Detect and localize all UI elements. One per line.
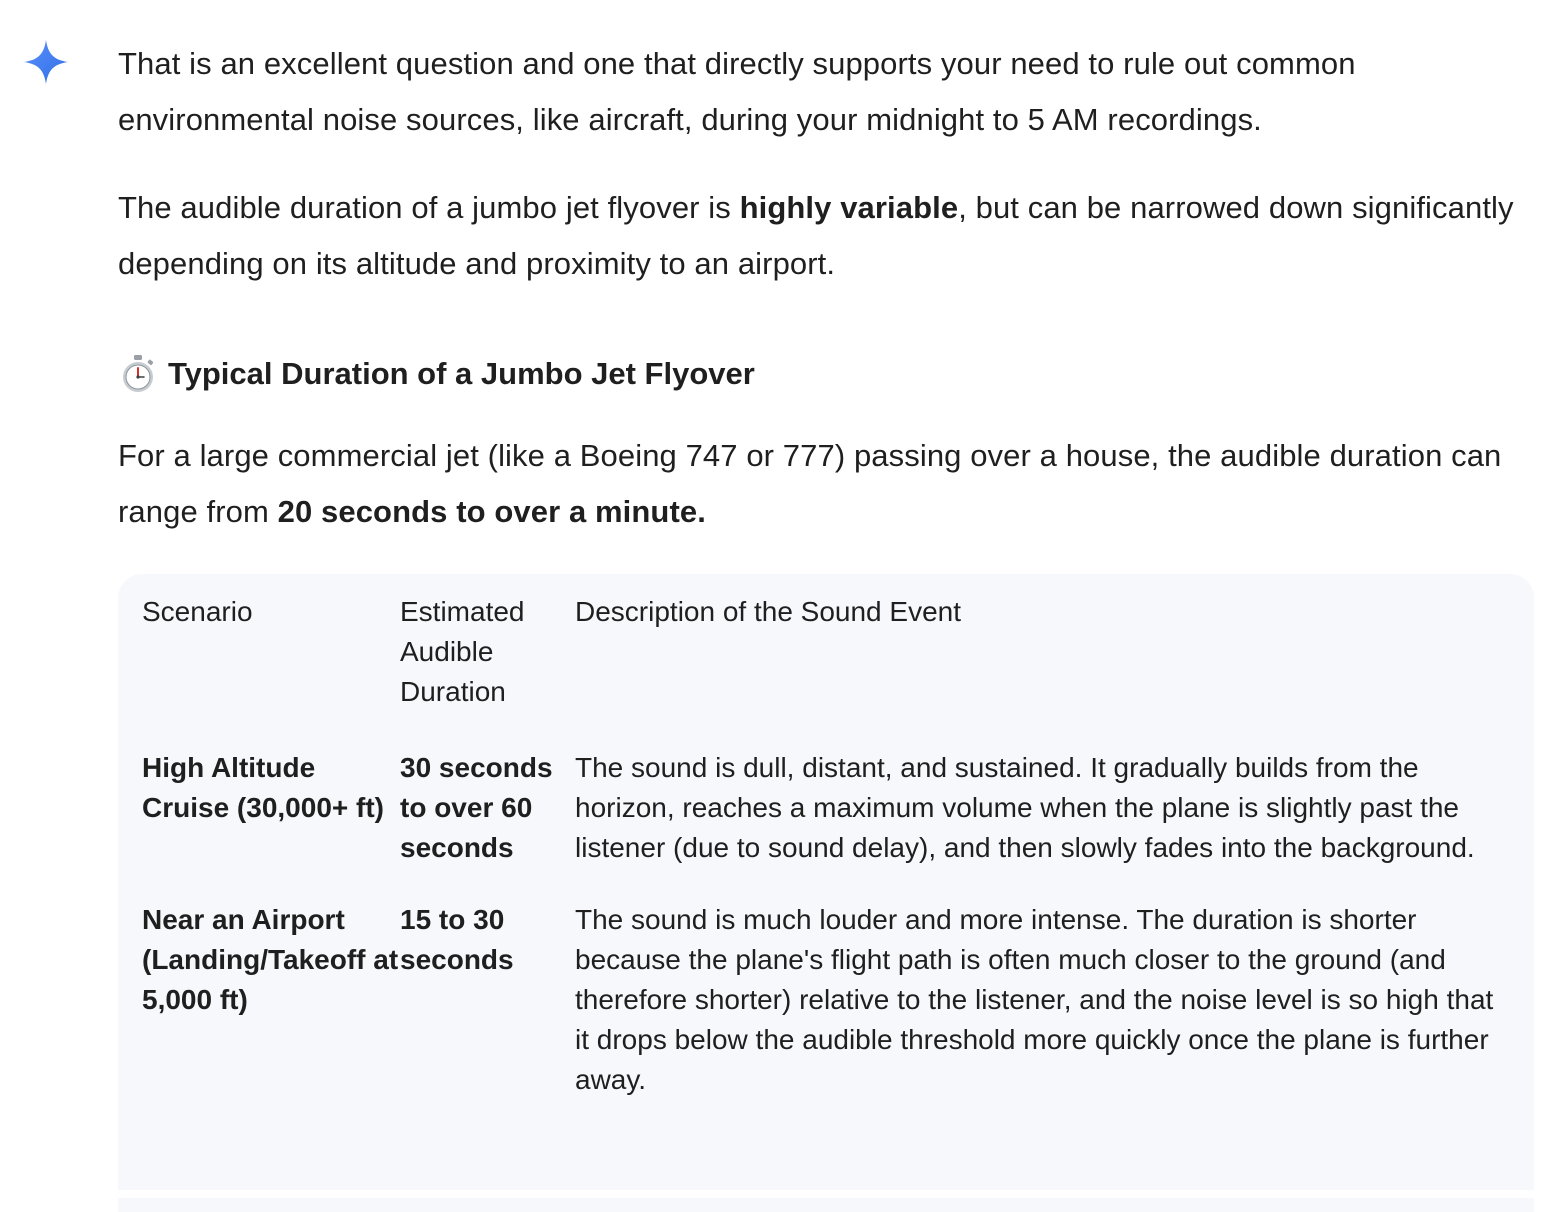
cell-scenario: High Altitude Cruise (30,000+ ft) [142, 752, 384, 823]
variability-text-end: , but can be narrowed down significantly depending on its altitude and proximity to an airport. [118, 190, 1514, 281]
variability-paragraph [118, 180, 1534, 292]
table-header-row [118, 574, 1534, 748]
duration-text-start: For a large commercial jet (like a Boeing 747 or 777) passing over a house, the audible duration can range from [118, 438, 1502, 529]
sparkle-icon [22, 38, 70, 86]
section-heading-text: Typical Duration of a Jumbo Jet Flyover [168, 356, 755, 391]
cell-duration: 30 seconds to over 60 seconds [400, 752, 553, 863]
cell-scenario: Near an Airport (Landing/Takeoff at 5,000 ft) [142, 904, 399, 1015]
duration-table-container [118, 574, 1534, 1190]
duration-emphasis: 20 seconds to over a minute. [277, 494, 706, 529]
intro-paragraph [118, 36, 1534, 148]
table-row [118, 748, 1534, 900]
duration-table [118, 574, 1534, 1132]
cell-description: The sound is much louder and more intense. The duration is shorter because the plane's flight path is often much closer to the ground (and therefore shorter) relative to the listener, and the noise level is so high that it drops below the audible threshold more quickly once the plane is further away. [575, 904, 1494, 1095]
header-scenario: Scenario [142, 596, 253, 627]
table-row [118, 900, 1534, 1132]
cell-duration: 15 to 30 seconds [400, 904, 514, 975]
response-content [118, 36, 1534, 572]
section-heading [118, 346, 1534, 402]
cell-description: The sound is dull, distant, and sustained. It gradually builds from the horizon, reaches a maximum volume when the plane is slightly past the listener (due to sound delay), and then slowly fades into the background. [575, 752, 1475, 863]
variability-emphasis: highly variable [739, 190, 959, 225]
intro-text: That is an excellent question and one that directly supports your need to rule out common environmental noise sources, like aircraft, during your midnight to 5 AM recordings. [118, 46, 1356, 137]
next-table-edge [118, 1198, 1534, 1212]
header-description: Description of the Sound Event [575, 596, 962, 627]
header-duration: Estimated Audible Duration [400, 596, 525, 707]
variability-text-start: The audible duration of a jumbo jet flyover is [118, 190, 740, 225]
duration-paragraph [118, 428, 1534, 540]
stopwatch-icon [118, 354, 158, 394]
